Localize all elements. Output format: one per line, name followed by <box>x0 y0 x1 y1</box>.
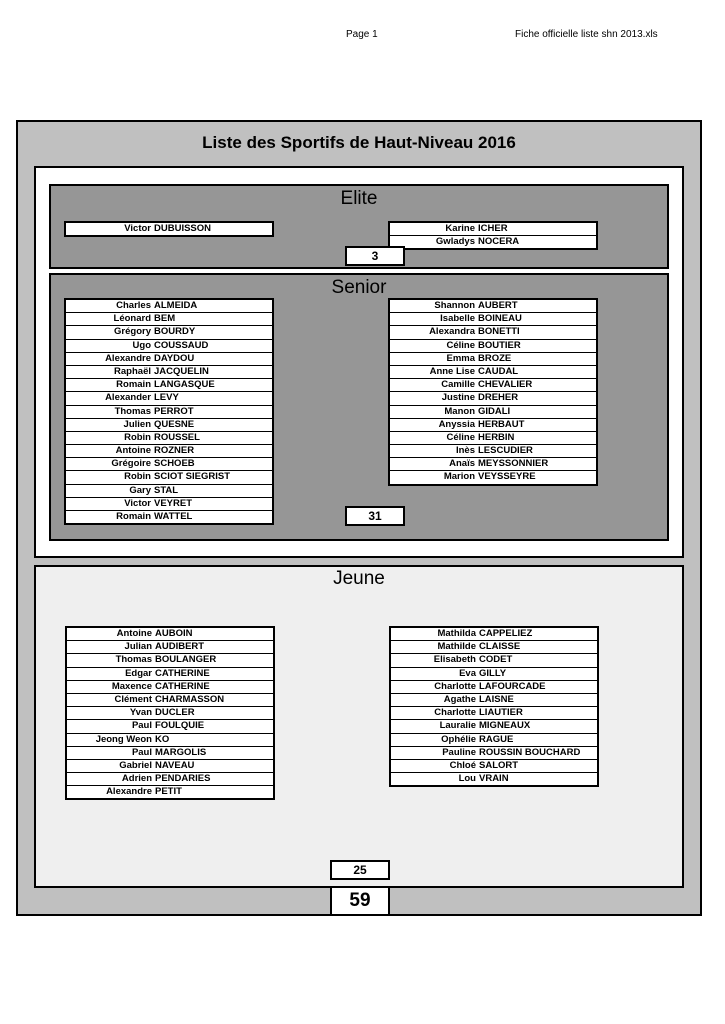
first-name: Yvan <box>129 707 152 719</box>
last-name: CHARMASSON <box>155 693 225 705</box>
table-row <box>391 707 597 720</box>
first-name: Céline <box>446 431 475 443</box>
first-name: Julian <box>124 641 152 653</box>
table-row <box>390 353 596 366</box>
table-row <box>391 628 597 641</box>
table-row <box>66 485 272 498</box>
first-name: Grégory <box>114 326 151 338</box>
table-row <box>66 366 272 379</box>
first-name: Chloé <box>449 759 476 771</box>
table-row <box>390 406 596 419</box>
first-name: Thomas <box>115 654 152 666</box>
first-name: Ophélie <box>441 733 476 745</box>
last-name: CAPPELIEZ <box>479 628 533 639</box>
elite-panel <box>49 184 669 269</box>
elite-right-table <box>388 221 598 250</box>
last-name: LESCUDIER <box>478 445 533 457</box>
last-name: STAL <box>154 484 179 496</box>
senior-title: Senior <box>331 277 387 298</box>
first-name: Lauralie <box>439 720 476 732</box>
table-row <box>390 471 596 483</box>
table-row <box>66 471 272 484</box>
elite-count: 3 <box>345 246 405 266</box>
table-row <box>67 707 273 720</box>
last-name: MARGOLIS <box>155 746 207 758</box>
first-name: Ugo <box>132 339 151 351</box>
last-name: AUBOIN <box>155 628 193 639</box>
table-row <box>66 300 272 313</box>
table-row <box>67 773 273 786</box>
table-row <box>390 313 596 326</box>
table-row <box>66 432 272 445</box>
table-row <box>390 419 596 432</box>
table-row <box>67 654 273 667</box>
first-name: Shannon <box>434 300 475 311</box>
table-row <box>67 694 273 707</box>
first-name: Alexandra <box>429 326 475 338</box>
jeune-title: Jeune <box>333 568 385 589</box>
table-row <box>390 223 596 236</box>
last-name: MIGNEAUX <box>479 720 531 732</box>
last-name: JACQUELIN <box>154 365 209 377</box>
last-name: ICHER <box>478 223 508 234</box>
table-row <box>67 668 273 681</box>
last-name: AUDIBERT <box>155 641 205 653</box>
first-name: Romain <box>116 511 151 522</box>
senior-count: 31 <box>345 506 405 526</box>
last-name: CODET <box>479 654 513 666</box>
first-name: Inès <box>455 445 475 457</box>
first-name: Agathe <box>443 693 476 705</box>
last-name: CATHERINE <box>155 680 210 692</box>
elite-title: Elite <box>340 188 378 209</box>
table-row <box>67 720 273 733</box>
senior-right-table <box>388 298 598 486</box>
last-name: SCHOEB <box>154 458 195 470</box>
last-name: ROUSSIN BOUCHARD <box>479 746 581 758</box>
first-name: Maxence <box>111 680 152 692</box>
file-name: Fiche officielle liste shn 2013.xls <box>515 29 658 40</box>
table-row <box>390 379 596 392</box>
table-row <box>66 406 272 419</box>
first-name: Robin <box>124 471 151 483</box>
table-row <box>391 720 597 733</box>
last-name: PERROT <box>154 405 194 417</box>
last-name: LAISNE <box>479 693 514 705</box>
first-name: Jeong Weon <box>95 733 152 745</box>
first-name: Elisabeth <box>433 654 476 666</box>
last-name: GIDALI <box>478 405 511 417</box>
table-row <box>66 419 272 432</box>
first-name: Céline <box>446 339 475 351</box>
last-name: DUBUISSON <box>154 223 212 234</box>
table-row <box>67 641 273 654</box>
table-row <box>67 628 273 641</box>
last-name: ROUSSEL <box>154 431 200 443</box>
table-row <box>67 734 273 747</box>
jeune-count: 25 <box>330 860 390 880</box>
sheet-title: Liste des Sportifs de Haut-Niveau 2016 <box>202 133 516 152</box>
first-name: Manon <box>444 405 475 417</box>
senior-left-table <box>64 298 274 525</box>
table-row <box>391 681 597 694</box>
last-name: BROZE <box>478 352 512 364</box>
first-name: Gary <box>129 484 151 496</box>
first-name: Adrien <box>121 773 152 785</box>
first-name: Victor <box>124 223 151 234</box>
first-name: Romain <box>116 379 151 391</box>
table-row <box>66 340 272 353</box>
first-name: Paul <box>131 720 152 732</box>
table-row <box>390 300 596 313</box>
last-name: CLAISSE <box>479 641 521 653</box>
table-row <box>390 432 596 445</box>
first-name: Gwladys <box>435 236 475 248</box>
last-name: CATHERINE <box>155 667 210 679</box>
last-name: MEYSSONNIER <box>478 458 549 470</box>
table-row <box>391 734 597 747</box>
last-name: NAVEAU <box>155 759 195 771</box>
last-name: AUBERT <box>478 300 518 311</box>
jeune-frame <box>34 565 684 888</box>
table-row <box>391 668 597 681</box>
last-name: DAYDOU <box>154 352 195 364</box>
last-name: HERBIN <box>478 431 515 443</box>
first-name: Camille <box>441 379 475 391</box>
last-name: ROZNER <box>154 445 195 457</box>
first-name: Julien <box>123 418 151 430</box>
last-name: COUSSAUD <box>154 339 209 351</box>
last-name: CHEVALIER <box>478 379 533 391</box>
table-row <box>66 458 272 471</box>
last-name: FOULQUIE <box>155 720 205 732</box>
first-name: Gabriel <box>119 759 152 771</box>
first-name: Mathilde <box>437 641 476 653</box>
last-name: BOUTIER <box>478 339 521 351</box>
first-name: Victor <box>124 497 151 509</box>
first-name: Pauline <box>442 746 476 758</box>
table-row <box>390 326 596 339</box>
last-name: ALMEIDA <box>154 300 198 311</box>
last-name: QUESNE <box>154 418 195 430</box>
last-name: VEYSSEYRE <box>478 471 536 483</box>
senior-panel <box>49 273 669 541</box>
jeune-left-table <box>65 626 275 800</box>
table-row <box>67 786 273 798</box>
table-row <box>66 326 272 339</box>
last-name: LEVY <box>154 392 179 404</box>
last-name: BOINEAU <box>478 313 522 325</box>
first-name: Clément <box>114 693 152 705</box>
table-row <box>67 747 273 760</box>
table-row <box>390 458 596 471</box>
last-name: SCIOT SIEGRIST <box>154 471 231 483</box>
first-name: Emma <box>446 352 475 364</box>
first-name: Edgar <box>125 667 152 679</box>
first-name: Paul <box>131 746 152 758</box>
table-row <box>390 366 596 379</box>
last-name: HERBAUT <box>478 418 525 430</box>
table-row <box>66 445 272 458</box>
last-name: BEM <box>154 313 176 325</box>
table-row <box>66 498 272 511</box>
table-row <box>391 747 597 760</box>
first-name: Grégoire <box>111 458 151 470</box>
last-name: GILLY <box>479 667 507 679</box>
last-name: VRAIN <box>479 773 509 785</box>
table-row <box>391 694 597 707</box>
table-row <box>391 654 597 667</box>
first-name: Alexandre <box>105 352 151 364</box>
table-row <box>391 641 597 654</box>
first-name: Mathilda <box>437 628 476 639</box>
last-name: WATTEL <box>154 511 193 522</box>
page-number: Page 1 <box>346 29 378 40</box>
table-row <box>66 392 272 405</box>
first-name: Anyssia <box>438 418 475 430</box>
first-name: Anne Lise <box>429 365 475 377</box>
jeune-right-table <box>389 626 599 787</box>
first-name: Thomas <box>114 405 151 417</box>
last-name: LANGASQUE <box>154 379 215 391</box>
total-count: 59 <box>330 886 390 916</box>
first-name: Antoine <box>116 628 152 639</box>
last-name: LAFOURCADE <box>479 680 546 692</box>
first-name: Charles <box>116 300 151 311</box>
elite-senior-frame <box>34 166 684 558</box>
athlete-list-sheet <box>16 120 702 916</box>
first-name: Alexander <box>105 392 151 404</box>
first-name: Marion <box>443 471 475 483</box>
table-row <box>66 353 272 366</box>
last-name: VEYRET <box>154 497 193 509</box>
table-row <box>390 236 596 248</box>
table-row <box>66 379 272 392</box>
last-name: CAUDAL <box>478 365 519 377</box>
table-row <box>66 313 272 326</box>
first-name: Charlotte <box>434 707 476 719</box>
first-name: Anaïs <box>449 458 475 470</box>
last-name: PENDARIES <box>155 773 211 785</box>
first-name: Alexandre <box>106 786 152 798</box>
table-row <box>66 511 272 523</box>
table-row <box>67 681 273 694</box>
first-name: Justine <box>441 392 475 404</box>
last-name: DREHER <box>478 392 519 404</box>
table-row <box>390 392 596 405</box>
last-name: NOCERA <box>478 236 520 248</box>
table-row <box>390 445 596 458</box>
first-name: Charlotte <box>434 680 476 692</box>
table-row <box>390 340 596 353</box>
last-name: BOULANGER <box>155 654 217 666</box>
last-name: KO <box>155 733 170 745</box>
first-name: Isabelle <box>440 313 475 325</box>
first-name: Lou <box>458 773 476 785</box>
last-name: SALORT <box>479 759 519 771</box>
table-row <box>391 760 597 773</box>
last-name: DUCLER <box>155 707 195 719</box>
last-name: LIAUTIER <box>479 707 523 719</box>
first-name: Karine <box>445 223 475 234</box>
first-name: Eva <box>459 667 476 679</box>
last-name: BONETTI <box>478 326 520 338</box>
last-name: PETIT <box>155 786 182 798</box>
last-name: BOURDY <box>154 326 196 338</box>
first-name: Léonard <box>113 313 151 325</box>
table-row <box>66 223 272 235</box>
last-name: RAGUE <box>479 733 514 745</box>
first-name: Robin <box>124 431 151 443</box>
table-row <box>391 773 597 785</box>
first-name: Antoine <box>115 445 151 457</box>
elite-left-table <box>64 221 274 237</box>
table-row <box>67 760 273 773</box>
first-name: Raphaël <box>114 365 151 377</box>
